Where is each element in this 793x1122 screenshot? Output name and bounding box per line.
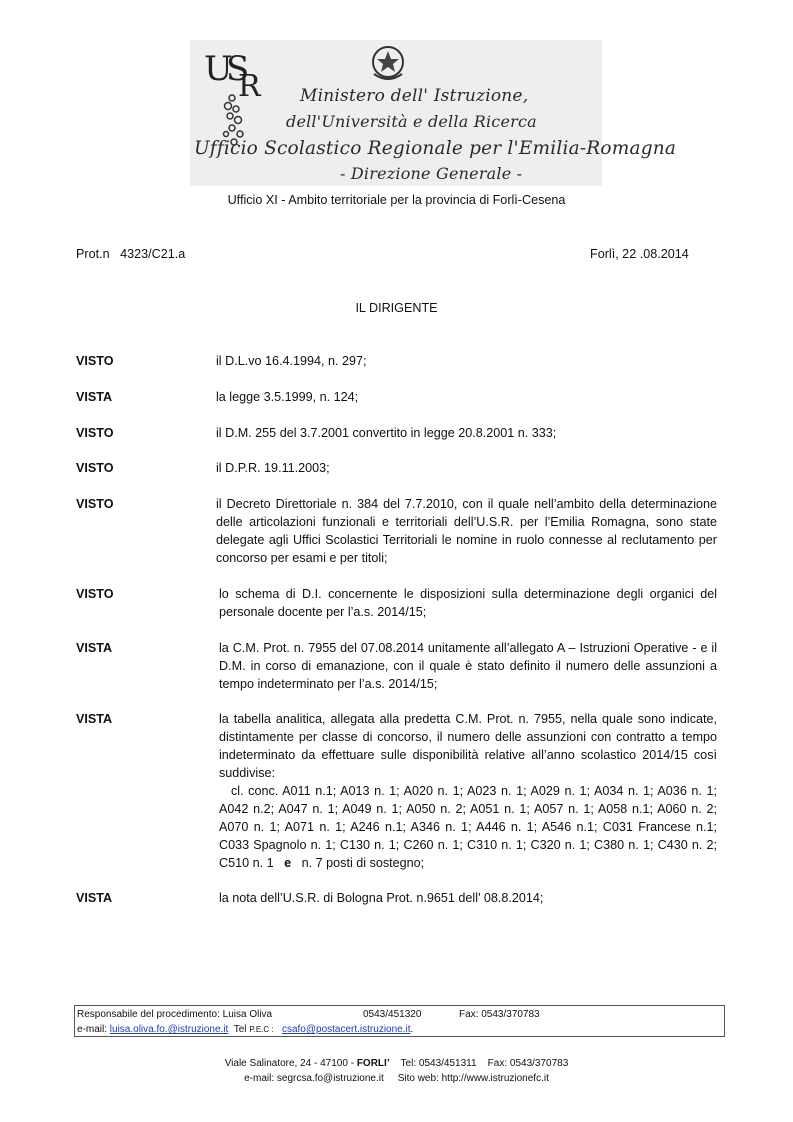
item-text-1: il D.L.vo 16.4.1994, n. 297;	[216, 354, 367, 368]
item-label-1: VISTO	[76, 354, 114, 368]
item-text-3: il D.M. 255 del 3.7.2001 convertito in legge 20.8.2001 n. 333;	[216, 426, 557, 440]
support-posts: n. 7 posti di sostegno;	[301, 856, 425, 870]
item-text-8-classes	[219, 782, 717, 872]
letterhead-line-university: dell'Università e della Ricerca	[286, 112, 537, 131]
document-title: IL DIRIGENTE	[355, 301, 438, 315]
item-text-8	[219, 710, 717, 872]
contact-box	[74, 1005, 725, 1037]
italian-republic-emblem-icon	[370, 42, 406, 82]
svg-text:R: R	[238, 69, 261, 104]
contact-line-2	[77, 1022, 413, 1037]
email-link[interactable]: luisa.oliva.fo.@istruzione.it	[109, 1024, 229, 1035]
place-date: Forlì, 22 .08.2014	[590, 247, 689, 261]
item-text-2: la legge 3.5.1999, n. 124;	[216, 390, 359, 404]
office-line: Ufficio XI - Ambito territoriale per la provincia di Forlì-Cesena	[227, 193, 566, 207]
item-text-8-intro: la tabella analitica, allegata alla predetta C.M. Prot. n. 7955, nella quale sono indicate, distintamente per classe di concorso, il numero delle assunzioni con contratto a tempo indeterminato da effettuare sulle disponibilità relative all’anno scolastico 2014/15 così suddivise:	[219, 712, 717, 780]
class-list-conjunction: e	[284, 856, 292, 870]
item-label-6: VISTO	[76, 587, 114, 601]
tel-label: Tel	[233, 1024, 247, 1035]
item-label-4: VISTO	[76, 461, 114, 475]
email-label: e-mail:	[77, 1024, 108, 1035]
item-text-6: lo schema di D.I. concernente le disposizioni sulla determinazione degli organici del personale docente per l’a.s. 2014/15;	[219, 587, 717, 619]
office-web	[0, 1071, 793, 1086]
responsabile-phone: 0543/451320	[363, 1009, 422, 1020]
item-text-9: la nota dell’U.S.R. di Bologna Prot. n.9651 dell’ 08.8.2014;	[219, 891, 544, 905]
letterhead-line-direction: - Direzione Generale -	[340, 164, 523, 183]
class-list: cl. conc. A011 n.1; A013 n. 1; A020 n. 1; A023 n. 1; A029 n. 1; A034 n. 1; A036 n. 1; A042 n.2; A047 n. 1; A049 n. 1; A050 n. 2; A051 n. 1; A057 n. 1; A058 n.1; A060 n. 2; A070 n. 1; A071 n. 1; A246 n.1; A346 n. 1; A446 n. 1; A546 n.1; C031 Francese n.1; C033 Spagnolo n. 1; C130 n. 1; C260 n. 1; C310 n. 1; C320 n. 1; C380 n. 1; C430 n. 2; C510 n. 1	[219, 784, 717, 870]
letterhead-line-ministry: Ministero dell' Istruzione,	[300, 86, 529, 106]
address-email: e-mail: segrcsa.fo@istruzione.it	[244, 1073, 384, 1084]
responsabile: Responsabile del procedimento: Luisa Oliva	[77, 1009, 273, 1020]
pec-label: P.E.C :	[249, 1025, 274, 1034]
pec-link[interactable]: csafo@postacert.istruzione.it	[281, 1024, 411, 1035]
letterhead	[190, 40, 677, 186]
item-label-7: VISTA	[76, 641, 113, 655]
item-label-5: VISTO	[76, 497, 114, 511]
item-text-5: il Decreto Direttoriale n. 384 del 7.7.2010, con il quale nell’ambito della determinazione delle articolazioni funzionali e territoriali dell’U.S.R. per l’Emilia Romagna, sono state delegate agli Uffici Scolastici Territoriali le nomine in ruolo connesse al reclutamento per concorso per esami e per titoli;	[216, 497, 717, 565]
responsabile-fax: Fax: 0543/370783	[459, 1009, 540, 1020]
address-fax: Fax: 0543/370783	[487, 1058, 569, 1069]
item-label-2: VISTA	[76, 390, 113, 404]
protocol-number: Prot.n 4323/C21.a	[76, 247, 186, 261]
item-label-9: VISTA	[76, 891, 113, 905]
address-street: Viale Salinatore, 24 - 47100 -	[224, 1058, 355, 1069]
svg-text:U: U	[204, 49, 233, 89]
address-web[interactable]: Sito web: http://www.istruzionefc.it	[397, 1073, 549, 1084]
svg-text:S: S	[226, 49, 250, 89]
address-tel: Tel: 0543/451311	[400, 1058, 477, 1069]
pec-suffix: .	[410, 1024, 414, 1035]
item-text-7: la C.M. Prot. n. 7955 del 07.08.2014 unitamente all’allegato A – Istruzioni Operative - e il D.M. in corso di emanazione, con il quale è stato definito il numero delle assunzioni a tempo indeterminato per l’a.s. 2014/15;	[219, 641, 717, 691]
item-label-3: VISTO	[76, 426, 114, 440]
address-city: FORLI’	[356, 1058, 390, 1069]
letterhead-line-regional-office: Ufficio Scolastico Regionale per l'Emilia-Romagna	[194, 138, 677, 159]
office-address	[0, 1056, 793, 1071]
item-label-8: VISTA	[76, 712, 113, 726]
item-text-4: il D.P.R. 19.11.2003;	[216, 461, 330, 475]
